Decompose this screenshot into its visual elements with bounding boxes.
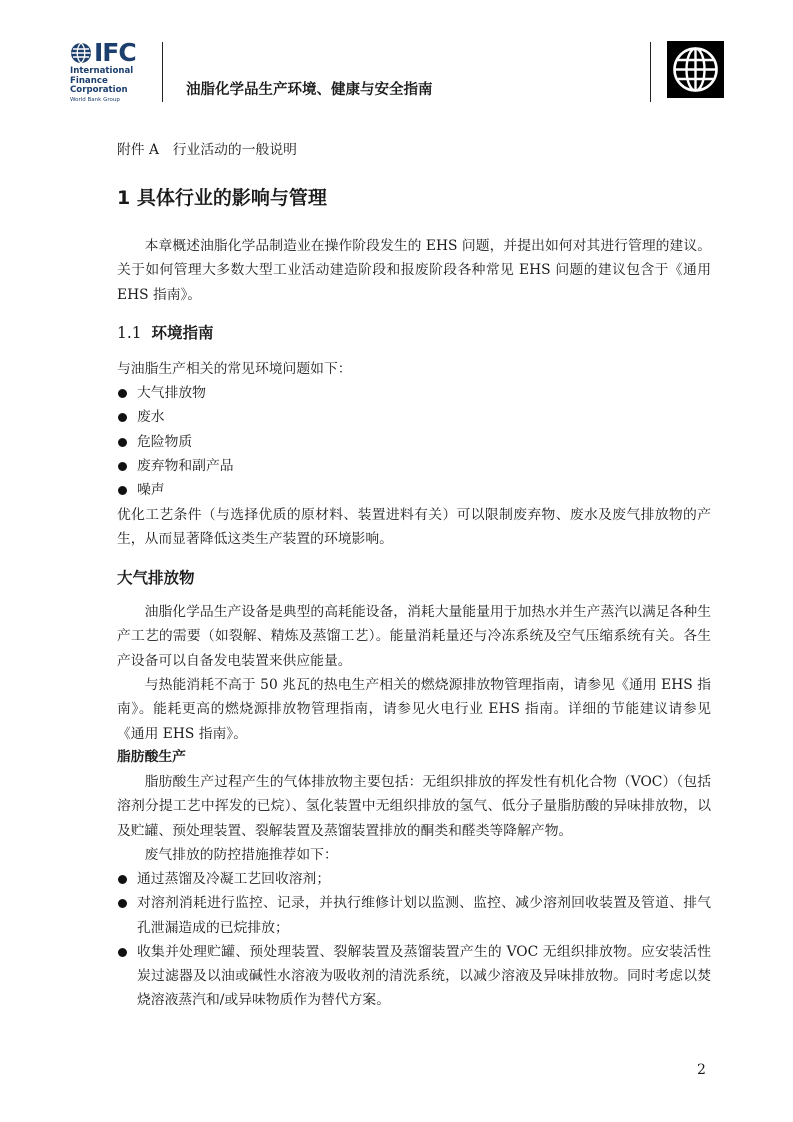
list-item: 对溶剂消耗进行监控、记录，并执行维修计划以监测、监控、减少溶剂回收装置及管道、排气孔泄漏造成的已烷排放； <box>117 891 711 940</box>
section-heading-environment <box>117 321 214 343</box>
list-item: 收集并处理贮罐、预处理装置、裂解装置及蒸馏装置产生的 VOC 无组织排放物。应安装活性炭过滤器及以油或碱性水溶液为吸收剂的清洗系统，以减少溶液及异味排放物。同时考虑以焚烧溶液蒸汽和/或异味物质作为替代方案。 <box>117 940 711 1013</box>
ifc-letters: IFC <box>94 38 136 67</box>
list-item: 废弃物和副产品 <box>117 454 711 478</box>
env-issue-list <box>117 381 711 502</box>
intro-paragraph: 本章概述油脂化学品制造业在操作阶段发生的 EHS 问题，并提出如何对其进行管理的建议。关于如何管理大多数大型工业活动建造阶段和报废阶段各种常见 EHS 问题的建议包含于《通用 EHS 指南》。 <box>117 238 711 303</box>
world-bank-logo-icon <box>667 41 724 98</box>
header-divider-left <box>162 42 163 102</box>
list-item: 大气排放物 <box>117 381 711 405</box>
fatty-acid-lead: 废气排放的防控措施推荐如下： <box>117 847 338 863</box>
list-item: 危险物质 <box>117 430 711 454</box>
env-lead-paragraph: 与油脂生产相关的常见环境问题如下： <box>117 361 352 377</box>
subsection-heading-fatty-acid: 脂肪酸生产 <box>117 749 186 765</box>
bullet-icon <box>118 899 127 908</box>
ifc-logo <box>70 40 155 108</box>
air-paragraph-2: 与热能消耗不高于 50 兆瓦的热电生产相关的燃烧源排放物管理指南，请参见《通用 EHS 指南》。能耗更高的燃烧源排放物管理指南，请参见火电行业 EHS 指南。详细的节能建议请参见《通用 EHS 指南》。 <box>117 677 711 742</box>
ifc-name-line: Finance <box>70 75 108 86</box>
env-after-paragraph: 优化工艺条件（与选择优质的原材料、装置进料有关）可以限制废弃物、废水及废气排放物的产生，从而显著降低这类生产装置的环境影响。 <box>117 507 711 548</box>
page-number: 2 <box>697 1062 706 1078</box>
list-item: 通过蒸馏及冷凝工艺回收溶剂； <box>117 867 711 891</box>
list-item: 噪声 <box>117 478 711 502</box>
ifc-globe-icon <box>70 42 92 64</box>
air-paragraph-1: 油脂化学品生产设备是典型的高耗能设备，消耗大量能量用于加热水并生产蒸汽以满足各种生产工艺的需要（如裂解、精炼及蒸馏工艺）。能量消耗量还与冷冻系统及空气压缩系统有关。各生产设备可以自备发电装置来供应能量。 <box>117 604 711 669</box>
ifc-name-line: Corporation <box>70 85 128 96</box>
ifc-name-line: International <box>70 66 134 76</box>
bullet-icon <box>118 462 127 471</box>
section-number: 1.1 <box>117 324 142 342</box>
bullet-icon <box>118 875 127 884</box>
bullet-icon <box>118 486 127 495</box>
section-title: 环境指南 <box>151 324 214 342</box>
document-title: 油脂化学品生产环境、健康与安全指南 <box>186 82 433 98</box>
list-item: 废水 <box>117 405 711 429</box>
chapter-heading: 1 具体行业的影响与管理 <box>117 187 327 209</box>
fatty-acid-measures-list <box>117 867 711 1013</box>
header-divider-right <box>650 42 651 102</box>
section-heading-air-emissions: 大气排放物 <box>117 569 195 587</box>
appendix-label: 附件 A 行业活动的一般说明 <box>117 142 297 158</box>
ifc-subtitle: World Bank Group <box>70 96 120 103</box>
bullet-icon <box>118 389 127 398</box>
fatty-acid-paragraph: 脂肪酸生产过程产生的气体排放物主要包括：无组织排放的挥发性有机化合物（VOC）（包括溶剂分提工艺中挥发的已烷）、氢化装置中无组织排放的氢气、低分子量脂肪酸的异味排放物，以及贮罐、预处理装置、裂解装置及蒸馏装置排放的酮类和醛类等降解产物。 <box>117 774 711 839</box>
bullet-icon <box>118 438 127 447</box>
ifc-name <box>70 67 155 96</box>
bullet-icon <box>118 948 127 957</box>
page-header <box>0 0 793 120</box>
bullet-icon <box>118 413 127 422</box>
